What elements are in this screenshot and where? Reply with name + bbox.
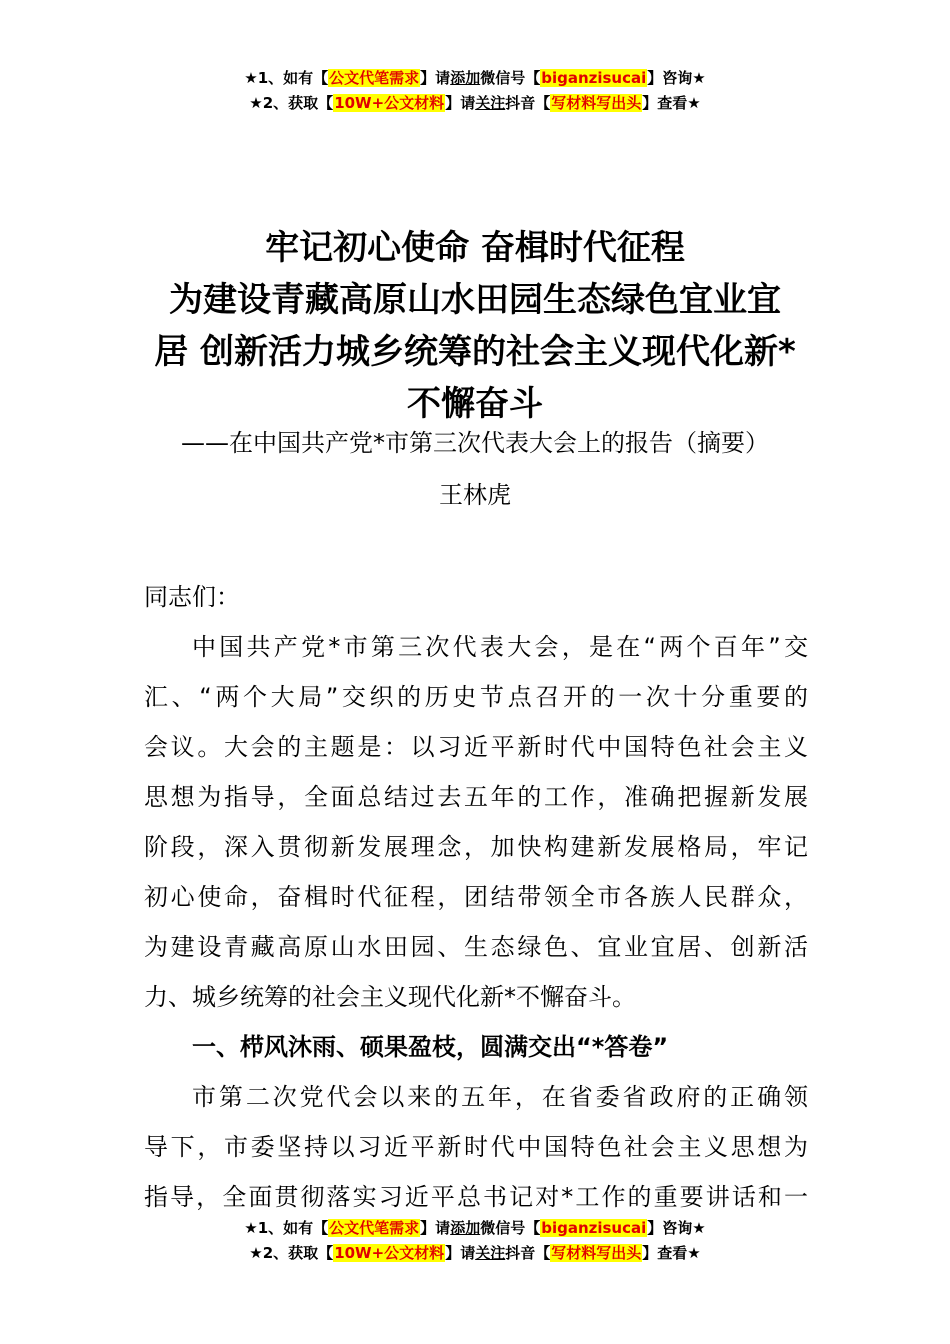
banner-text: 】咨询★ [647, 69, 706, 87]
paragraph-line: 阶段，深入贯彻新发展理念，加快构建新发展格局，牢记 [144, 833, 808, 861]
banner-highlight: 公文代笔需求 [329, 1219, 420, 1237]
banner-text: 】咨询★ [647, 1219, 706, 1237]
paragraph-line: 会议。大会的主题是：以习近平新时代中国特色社会主义 [144, 733, 808, 761]
banner-text: 抖音【 [505, 94, 551, 112]
banner-text: 微信号【 [480, 69, 541, 87]
banner-underlined: 关注 [475, 94, 506, 112]
banner-text: ★1、如有【 [244, 1219, 329, 1237]
title-line: 居 创新活力城乡统筹的社会主义现代化新* [154, 332, 796, 372]
document-body [144, 572, 808, 1222]
title-line: 牢记初心使命 奋楫时代征程 [265, 228, 685, 268]
banner-underlined: 关注 [475, 1244, 506, 1262]
banner-underlined: 添加 [450, 69, 481, 87]
paragraph-line: 初心使命，奋楫时代征程，团结带领全市各族人民群众， [144, 883, 808, 911]
banner-text: 】请 [420, 69, 451, 87]
banner-text: 】请 [420, 1219, 451, 1237]
banner-highlight: 10W+公文材料 [334, 1244, 445, 1262]
banner-highlight: 写材料写出头 [551, 94, 642, 112]
section-heading: 一、栉风沐雨、硕果盈枝，圆满交出“*答卷” [192, 1033, 669, 1061]
paragraph-line: 汇、“两个大局”交织的历史节点召开的一次十分重要的 [144, 683, 808, 711]
banner-text: 抖音【 [505, 1244, 551, 1262]
banner-text: ★1、如有【 [244, 69, 329, 87]
banner-text: 】请 [445, 1244, 476, 1262]
author-name: 王林虎 [439, 481, 511, 509]
title-line: 为建设青藏高原山水田园生态绿色宜业宜 [169, 280, 781, 320]
paragraph-line: 导下，市委坚持以习近平新时代中国特色社会主义思想为 [144, 1133, 808, 1161]
banner-text: 】查看★ [642, 94, 701, 112]
document-title [140, 222, 810, 430]
paragraph-line: 市第二次党代会以来的五年，在省委省政府的正确领 [192, 1083, 808, 1111]
banner-highlight: 写材料写出头 [551, 1244, 642, 1262]
footer-banner [0, 1216, 950, 1266]
document-subtitle: ——在中国共产党*市第三次代表大会上的报告（摘要） [181, 429, 769, 457]
banner-text: ★2、获取【 [249, 1244, 334, 1262]
salutation: 同志们： [144, 583, 240, 611]
banner-highlight: 公文代笔需求 [329, 69, 420, 87]
banner-line-1 [0, 1216, 950, 1241]
banner-text: ★2、获取【 [249, 94, 334, 112]
title-line: 不懈奋斗 [407, 384, 543, 424]
paragraph-line: 思想为指导，全面总结过去五年的工作，准确把握新发展 [144, 783, 808, 811]
banner-highlight: biganzisucai [541, 1219, 647, 1237]
banner-text: 】查看★ [642, 1244, 701, 1262]
header-banner [0, 66, 950, 116]
banner-highlight: 10W+公文材料 [334, 94, 445, 112]
paragraph-line: 为建设青藏高原山水田园、生态绿色、宜业宜居、创新活 [144, 933, 808, 961]
paragraph-line: 中国共产党*市第三次代表大会，是在“两个百年”交 [192, 633, 808, 661]
banner-text: 微信号【 [480, 1219, 541, 1237]
banner-highlight: biganzisucai [541, 69, 647, 87]
banner-line-2 [0, 1241, 950, 1266]
banner-line-2 [0, 91, 950, 116]
paragraph-line: 力、城乡统筹的社会主义现代化新*不懈奋斗。 [144, 983, 636, 1011]
paragraph-line: 指导，全面贯彻落实习近平总书记对*工作的重要讲话和一 [144, 1183, 808, 1211]
banner-line-1 [0, 66, 950, 91]
banner-underlined: 添加 [450, 1219, 481, 1237]
banner-text: 】请 [445, 94, 476, 112]
